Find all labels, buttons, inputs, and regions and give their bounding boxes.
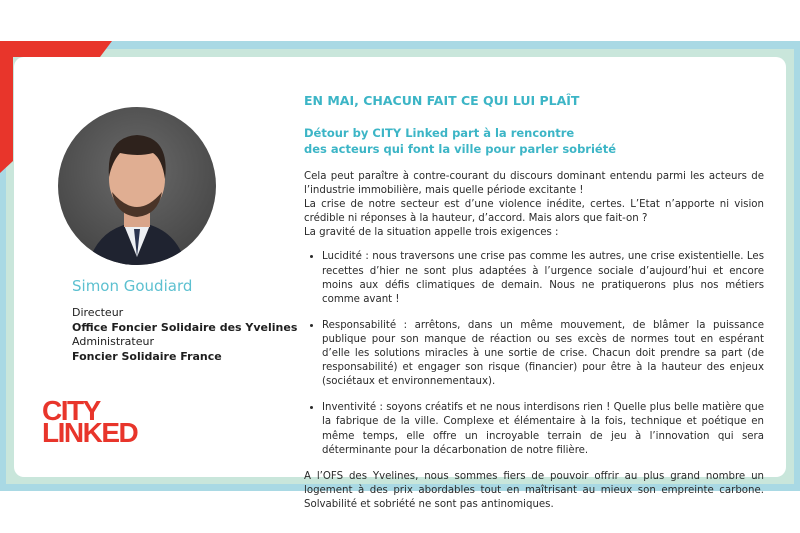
conclusion-paragraph: A l’OFS des Yvelines, nous sommes fiers de pouvoir offrir au plus grand nombre un logement à des prix abordables tout en maîtrisant au mieux son empreinte carbone. Solvabilité et sobriété ne sont pas antinomiques. xyxy=(304,470,764,510)
role-title-1: Directeur xyxy=(72,306,124,319)
profile-roles xyxy=(72,306,297,364)
intro-paragraph: La crise de notre secteur est d’une violence inédite, certes. L’Etat n’apporte ni vision crédible ni réponses à la hauteur, d’accord. Mais alors que fait-on ? xyxy=(304,199,764,225)
profile-name: Simon Goudiard xyxy=(72,277,193,295)
intro-paragraph: Cela peut paraître à contre-courant du discours dominant entendu parmi les acteurs de l’industrie immobilière, mais quelle période excitante ! xyxy=(304,171,764,197)
organization-2: Foncier Solidaire France xyxy=(72,349,222,363)
article-subtitle xyxy=(304,125,616,157)
profile-photo xyxy=(58,107,216,265)
logo-line-1: CITY xyxy=(42,395,100,426)
organization-1: Office Foncier Solidaire des Yvelines xyxy=(72,320,298,334)
subtitle-line-1: Détour by CITY Linked part à la rencontre xyxy=(304,126,575,140)
logo-line-2: LINKED xyxy=(42,417,138,448)
city-linked-logo xyxy=(42,395,138,448)
article-body xyxy=(304,170,764,512)
intro-paragraph: La gravité de la situation appelle trois exigences : xyxy=(304,227,559,239)
subtitle-line-2: des acteurs qui font la ville pour parler sobriété xyxy=(304,142,617,156)
role-title-2: Administrateur xyxy=(72,335,154,348)
list-item: • Responsabilité : arrêtons, dans un même mouvement, de blâmer la puissance publique pour son manque de réaction ou ses excès de normes tout en espérant d’elle les solutions miracles à une sortie de crise. Chacun doit prendre sa part (de responsabilité) et engager son risque (financier) pour être à la hauteur des enjeux (sociétaux et environnementaux). xyxy=(322,319,764,389)
requirements-list xyxy=(304,250,764,457)
article-title: EN MAI, CHACUN FAIT CE QUI LUI PLAÎT xyxy=(304,93,580,108)
list-item: • Inventivité : soyons créatifs et ne nous interdisons rien ! Quelle plus belle matière que la fabrique de la ville. Complexe et élémentaire à la fois, technique et poétique en même temps, elle offre un incroyable terrain de jeu à l’innovation qui sera déterminante pour la décarbonation de notre filière. xyxy=(322,401,764,457)
list-item: • Lucidité : nous traversons une crise pas comme les autres, une crise existentielle. Les recettes d’hier ne sont plus adaptées à l’urgence sociale d’aujourd’hui et encore moins aux défis climatiques de demain. Nous ne pratiquerons plus nos métiers comme avant ! xyxy=(322,250,764,306)
